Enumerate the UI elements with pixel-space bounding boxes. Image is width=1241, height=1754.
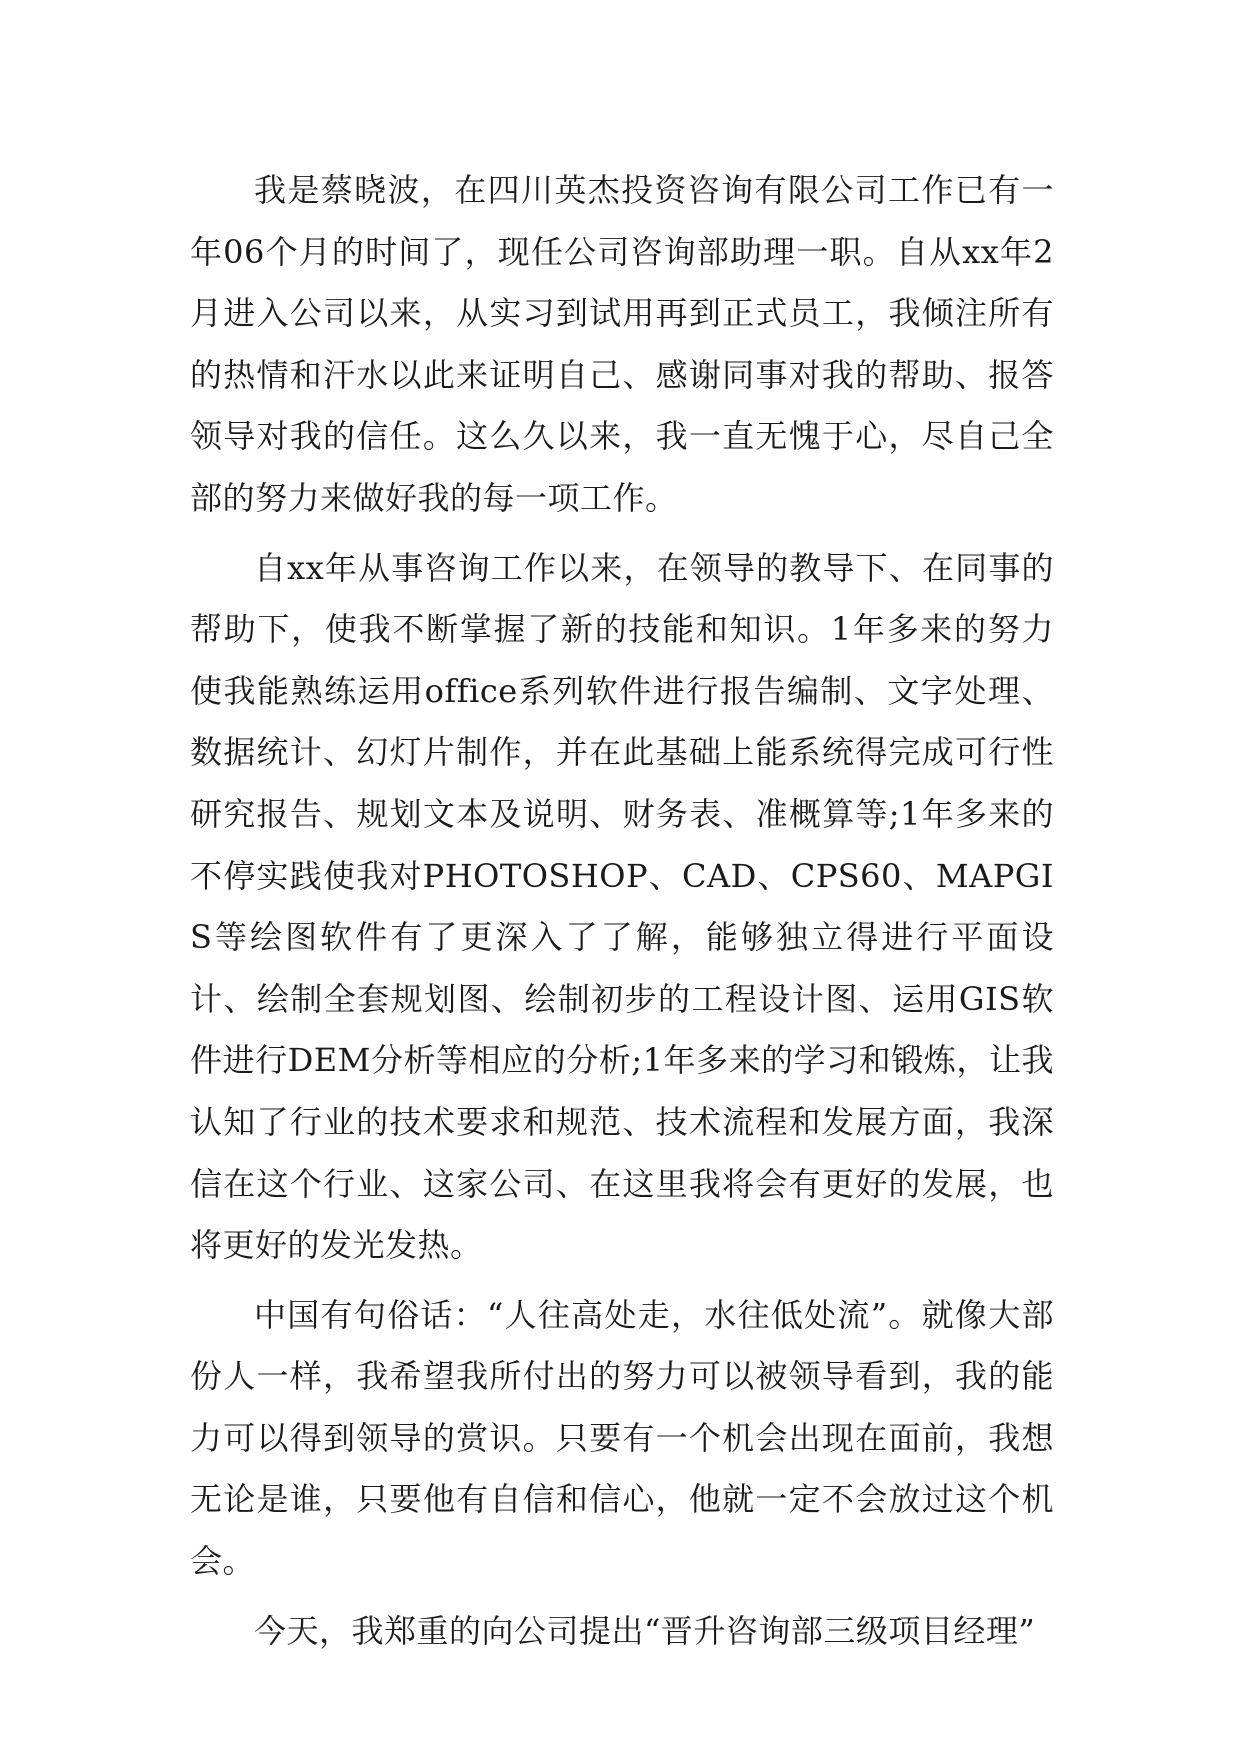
paragraph-work-experience: 自xx年从事咨询工作以来，在领导的教导下、在同事的帮助下，使我不断掌握了新的技能和知识。1年多来的努力使我能熟练运用office系列软件进行报告编制、文字处理、数据统计、幻灯片制作，并在此基础上能系统得完成可行性研究报告、规划文本及说明、财务表、准概算等;1年多来的不停实践使我对PHOTOSHOP、CAD、CPS60、MAPGIS等绘图软件有了更深入了了解，能够独立得进行平面设计、绘制全套规划图、绘制初步的工程设计图、运用GIS软件进行DEM分析等相应的分析;1年多来的学习和锻炼，让我认知了行业的技术要求和规范、技术流程和发展方面，我深信在这个行业、这家公司、在这里我将会有更好的发展，也将更好的发光发热。: [190, 548, 1054, 1265]
paragraph-promotion-request: 今天，我郑重的向公司提出“晋升咨询部三级项目经理”: [254, 1611, 1036, 1650]
document-body: [190, 160, 1054, 1662]
paragraph-proverb: 中国有句俗话：“人往高处走，水往低处流”。就像大部份人一样，我希望我所付出的努力可以被领导看到，我的能力可以得到领导的赏识。只要有一个机会出现在面前，我想无论是谁，只要他有自信和信心，他就一定不会放过这个机会。: [190, 1295, 1054, 1581]
paragraph-introduction: 我是蔡晓波，在四川英杰投资咨询有限公司工作已有一年06个月的时间了，现任公司咨询部助理一职。自从xx年2月进入公司以来，从实习到试用再到正式员工，我倾注所有的热情和汗水以此来证明自己、感谢同事对我的帮助、报答领导对我的信任。这么久以来，我一直无愧于心，尽自己全部的努力来做好我的每一项工作。: [190, 171, 1054, 517]
